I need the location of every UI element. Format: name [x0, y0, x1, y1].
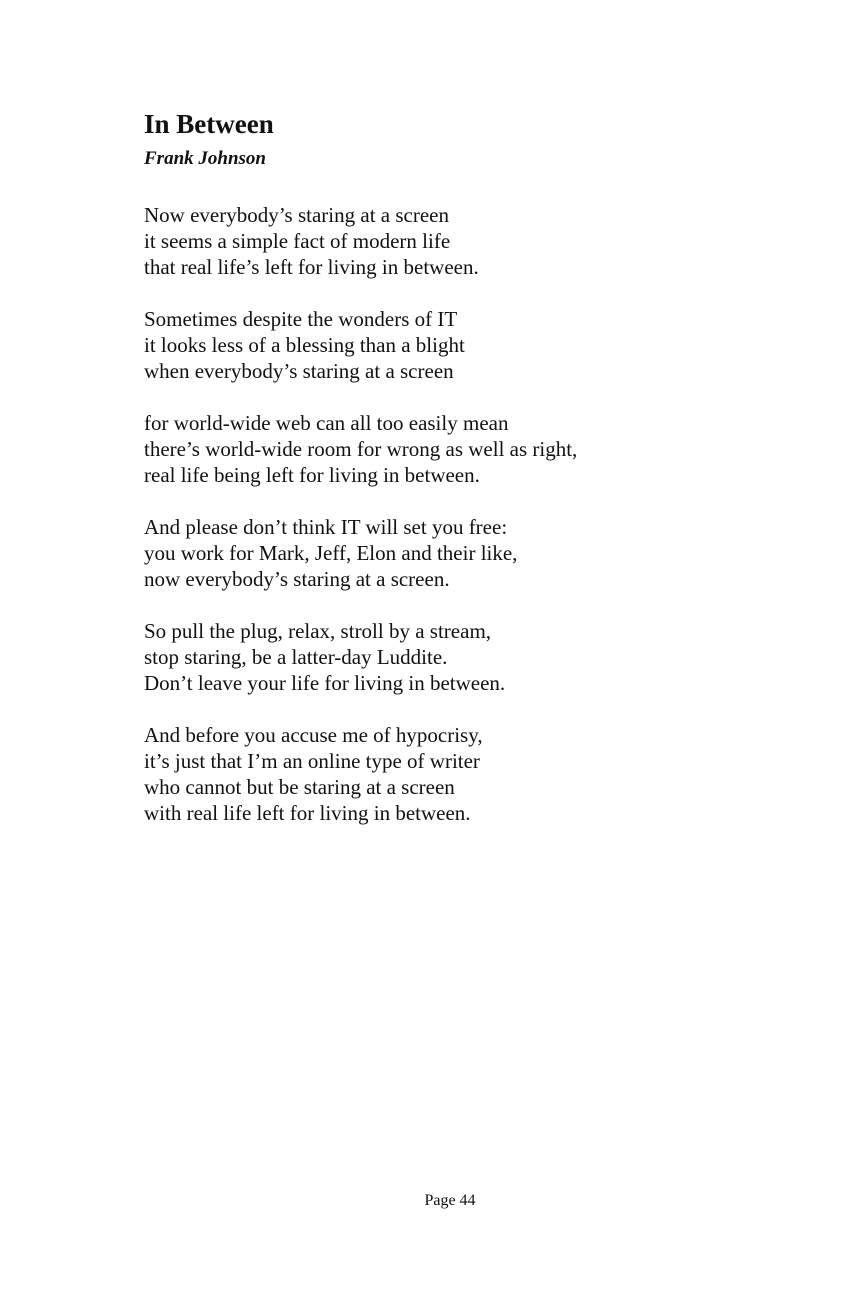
stanza-4	[144, 514, 784, 592]
poem-line: with real life left for living in between.	[144, 801, 471, 825]
poem-line: there’s world-wide room for wrong as well as right,	[144, 437, 578, 461]
poem-line: And please don’t think IT will set you free:	[144, 515, 508, 539]
poem-title: In Between	[144, 109, 274, 139]
poem-line: real life being left for living in between.	[144, 463, 480, 487]
stanza-2	[144, 306, 784, 384]
poem-line: Now everybody’s staring at a screen	[144, 203, 449, 227]
poem-line: it’s just that I’m an online type of writer	[144, 749, 480, 773]
poem-line: who cannot but be staring at a screen	[144, 775, 455, 799]
poem-line: when everybody’s staring at a screen	[144, 359, 454, 383]
poem-line: Don’t leave your life for living in between.	[144, 671, 506, 695]
poem-line: that real life’s left for living in between.	[144, 255, 479, 279]
poem-line: Sometimes despite the wonders of IT	[144, 307, 458, 331]
stanza-5	[144, 618, 784, 696]
stanza-6	[144, 722, 784, 826]
poem-line: you work for Mark, Jeff, Elon and their like,	[144, 541, 518, 565]
poem-line: it looks less of a blessing than a blight	[144, 333, 465, 357]
poem-line: for world-wide web can all too easily mean	[144, 411, 509, 435]
stanza-1	[144, 202, 784, 280]
poem-line: it seems a simple fact of modern life	[144, 229, 451, 253]
page-number: Page 44	[424, 1192, 476, 1209]
poem-line: And before you accuse me of hypocrisy,	[144, 723, 483, 747]
poem-author: Frank Johnson	[144, 148, 266, 169]
poem-line: So pull the plug, relax, stroll by a stream,	[144, 619, 492, 643]
poem-body	[144, 202, 784, 852]
stanza-3	[144, 410, 784, 488]
poem-line: now everybody’s staring at a screen.	[144, 567, 450, 591]
poem-line: stop staring, be a latter-day Luddite.	[144, 645, 448, 669]
